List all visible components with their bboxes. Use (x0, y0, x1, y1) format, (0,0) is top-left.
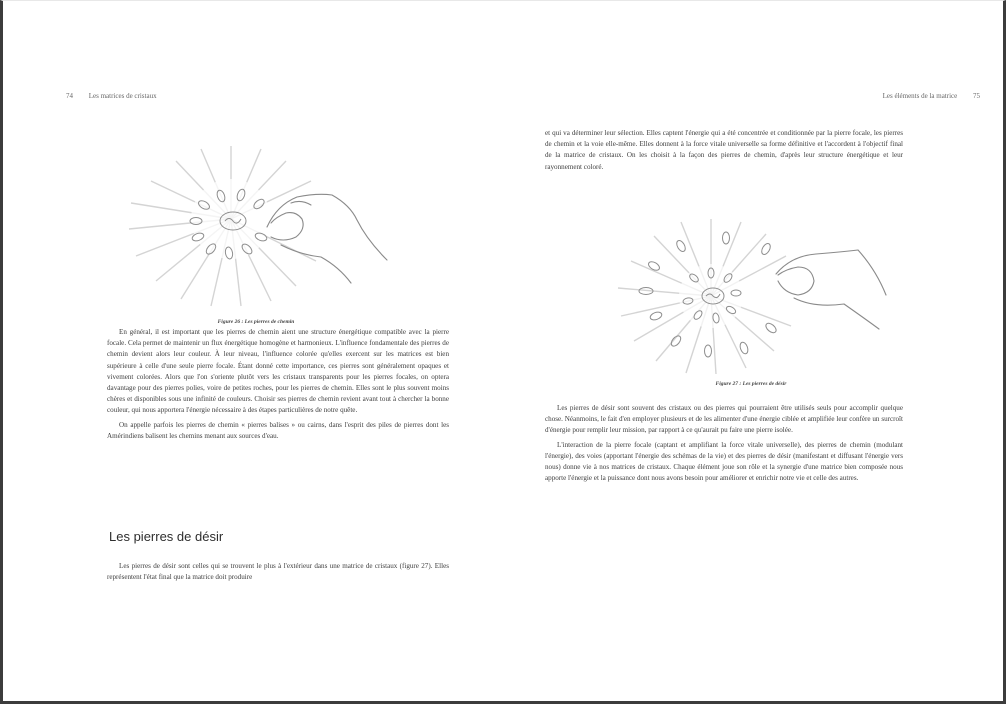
figure-caption: Figure 26 : Les pierres de chemin (217, 319, 295, 325)
paragraph: En général, il est important que les pierres de chemin aient une structure énergétique compatible avec la pierre focale. Cela permet de maintenir un flux énergétique homogène et harmonieux. L'influence fondamentale des pierres de chemin devient alors leur couleur. À leur niveau, l'influence colorée qu'elles exercent sur les matrices est bien supérieure à celle d'une seule pierre focale. Étant donné cette importance, ces pierres sont généralement opaques et vivement colorées. Alors que l'on s'oriente plutôt vers les cristaux transparents pour les pierres focales, on optera davantage pour des pierres polies, voire de petites roches, pour les pierres de chemin. Elles sont le plus souvent moins chères et disponibles sous une infinité de couleurs. Choisir ses pierres de chemin revient avant tout à chercher la bonne couleur, qui nous apportera l'énergie nécessaire à des étapes particulières de notre quête. (107, 328, 449, 415)
right-page (506, 1, 1006, 701)
figure-26-illustration (121, 141, 391, 311)
page-number: 75 (973, 92, 980, 100)
paragraph: Les pierres de désir sont souvent des cristaux ou des pierres qui pourraient être utilisés seuls pour accomplir quelque chose. Néanmoins, le fait d'en employer plusieurs et de les alimenter d'une énergie ciblée et amplifiée leur confère un surcroît d'énergie pour remplir leur mission, par rapport à ce qu'aurait pu faire une pierre isolée. (545, 404, 903, 435)
crystal-grid-hand-icon (121, 141, 391, 311)
paragraph: et qui va déterminer leur sélection. Elles captent l'énergie qui a été concentrée et conditionnée par la pierre focale, les pierres de chemin et la voie elle-même. Elles donnent à la force vitale universelle sa forme définitive et l'accordent à l'objectif final de la matrice de cristaux. On les choisit à la façon des pierres de chemin, d'après leur structure énergétique et leur rayonnement coloré. (545, 129, 903, 171)
left-running-head (66, 92, 157, 100)
running-head-title: Les matrices de cristaux (88, 92, 157, 100)
right-top-text (545, 128, 903, 176)
crystal-grid-hand-icon (616, 216, 896, 376)
right-body-text (545, 403, 903, 487)
page-number: 74 (66, 92, 73, 100)
left-page (6, 1, 506, 701)
right-running-head (883, 92, 980, 100)
paragraph: L'interaction de la pierre focale (captant et amplifiant la force vitale universelle), des pierres de chemin (modulant l'énergie), des voies (apportant l'énergie des schémas de la vie) et des pierres de désir (manifestant et diffusant l'énergie vers nous) donne vie à nos matrices de cristaux. Chaque élément joue son rôle et la synergie d'une matrice bien composée nous apporte l'énergie et la puissance dont nous avons besoin pour améliorer et enrichir notre vie et celle des autres. (545, 440, 903, 483)
running-head-title: Les éléments de la matrice (882, 92, 958, 100)
section-heading: Les pierres de désir (109, 529, 224, 544)
figure-caption: Figure 27 : Les pierres de désir (715, 381, 787, 387)
paragraph: Les pierres de désir sont celles qui se trouvent le plus à l'extérieur dans une matrice de cristaux (figure 27). Elles représentent l'état final que la matrice doit produire (107, 562, 449, 582)
left-section-text (107, 561, 449, 586)
left-body-text (107, 327, 449, 445)
paragraph: On appelle parfois les pierres de chemin « pierres balises » ou cairns, dans l'esprit des piles de pierres dont les Amérindiens balisent les chemins menant aux sources d'eau. (107, 420, 449, 440)
figure-27-illustration (616, 216, 896, 376)
